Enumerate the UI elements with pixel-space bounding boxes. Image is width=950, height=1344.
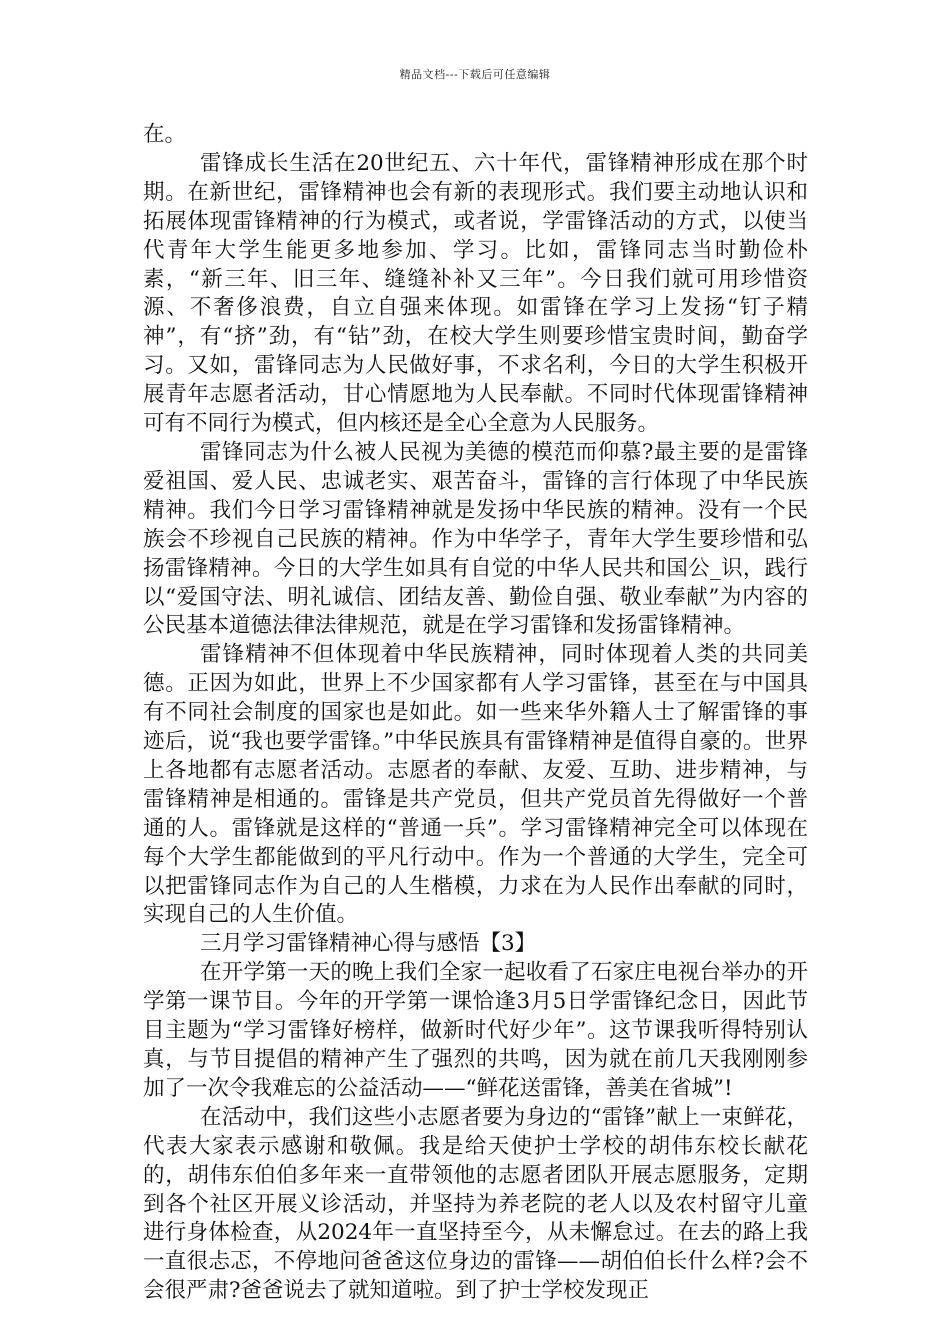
page-header: 精品文档---下载后可任意编辑: [399, 68, 551, 81]
paragraph: 在。: [143, 122, 187, 147]
paragraph: 雷锋成长生活在20世纪五、六十年代，雷锋精神形成在那个时期。在新世纪，雷锋精神也会有新的表现形式。我们要主动地认识和拓展体现雷锋精神的行为模式，或者说，学雷锋活动的方式，以使当代青年大学生能更多地参加、学习。比如，雷锋同志当时勤俭朴素，“新三年、旧三年、缝缝补补又三年”。今日我们就可用珍惜资源、不奢侈浪费，自立自强来体现。如雷锋在学习上发扬“钉子精神”，有“挤”劲，有“钻”劲，在校大学生则要珍惜宝贵时间，勤奋学习。又如，雷锋同志为人民做好事，不求名利，今日的大学生积极开展青年志愿者活动，甘心情愿地为人民奉献。不同时代体现雷锋精神可有不同行为模式，但内核还是全心全意为人民服务。: [143, 150, 808, 437]
section-heading: 三月学习雷锋精神心得与感悟【3】: [200, 931, 537, 957]
document-body: [143, 121, 808, 1306]
paragraph: 雷锋精神不但体现着中华民族精神，同时体现着人类的共同美德。正因为如此，世界上不少国家都有人学习雷锋，甚至在与中国具有不同社会制度的国家也是如此。如一些来华外籍人士了解雷锋的事迹后，说“我也要学雷锋。”中华民族具有雷锋精神是值得自豪的。世界上各地都有志愿者活动。志愿者的奉献、友爱、互助、进步精神，与雷锋精神是相通的。雷锋是共产党员，但共产党员首先得做好一个普通的人。雷锋就是这样的“普通一兵”。学习雷锋精神完全可以体现在每个大学生都能做到的平凡行动中。作为一个普通的大学生，完全可以把雷锋同志作为自己的人生楷模，力求在为人民作出奉献的同时，实现自己的人生价值。: [143, 642, 808, 928]
paragraph: 在开学第一天的晚上我们全家一起收看了石家庄电视台举办的开学第一课节目。今年的开学第一课恰逢3月5日学雷锋纪念日，因此节目主题为“学习雷锋好榜样，做新时代好少年”。这节课我听得特别认真，与节目提倡的精神产生了强烈的共鸣，因为就在前几天我刚刚参加了一次令我难忘的公益活动——“鲜花送雷锋，善美在省城”!: [143, 960, 808, 1101]
paragraph: 雷锋同志为什么被人民视为美德的模范而仰慕?最主要的是雷锋爱祖国、爱人民、忠诚老实、艰苦奋斗，雷锋的言行体现了中华民族精神。我们今日学习雷锋精神就是发扬中华民族的精神。没有一个民族会不珍视自己民族的精神。作为中华学子，青年大学生要珍惜和弘扬雷锋精神。今日的大学生如具有自觉的中华人民共和国公_识，践行以“爱国守法、明礼诚信、团结友善、勤俭自强、敬业奉献”为内容的公民基本道德法律法律规范，就是在学习雷锋和发扬雷锋精神。: [143, 439, 808, 639]
paragraph: 在活动中，我们这些小志愿者要为身边的“雷锋”献上一束鲜花，代表大家表示感谢和敬佩。我是给天使护士学校的胡伟东校长献花的，胡伟东伯伯多年来一直带领他的志愿者团队开展志愿服务，定期到各个社区开展义诊活动，并坚持为养老院的老人以及农村留守儿童进行身体检查，从2024年一直坚持至今，从未懈怠过。在去的路上我一直很忐忑，不停地问爸爸这位身边的雷锋——胡伯伯长什么样?会不会很严肃?爸爸说去了就知道啦。到了护士学校发现正: [143, 1104, 808, 1304]
